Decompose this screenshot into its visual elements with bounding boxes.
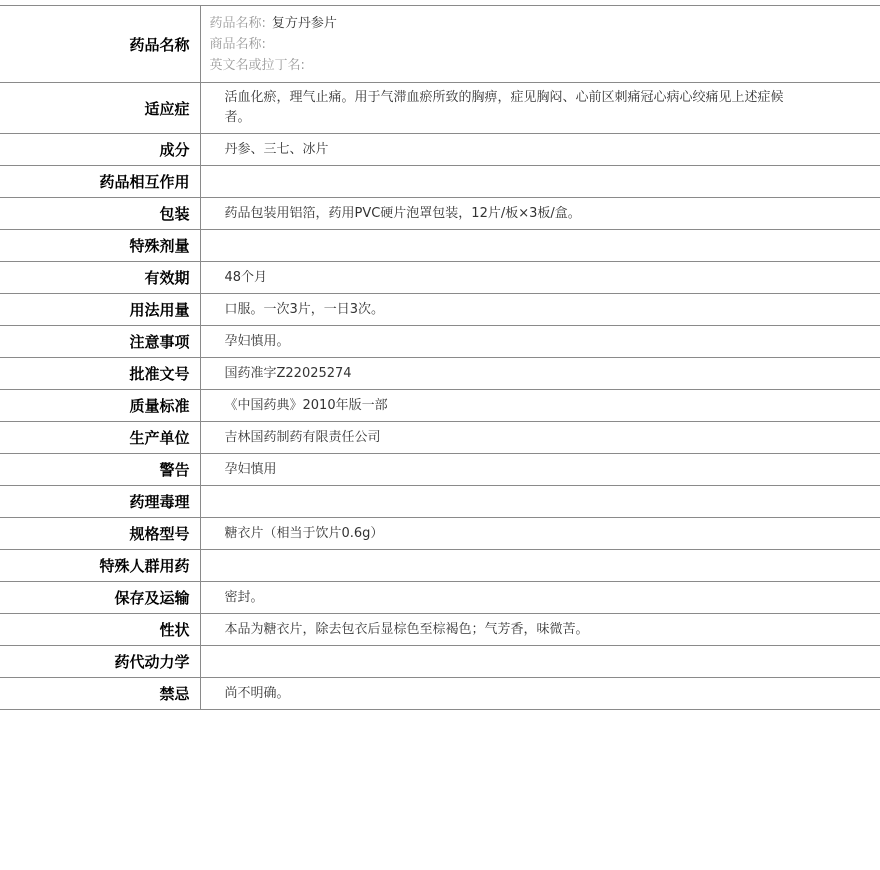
row-value xyxy=(200,230,880,262)
table-row xyxy=(0,166,880,198)
generic-name-key: 药品名称: xyxy=(209,15,266,31)
table-row xyxy=(0,390,880,422)
row-value: 活血化瘀，理气止痛。用于气滞血瘀所致的胸痹，症见胸闷、心前区刺痛冠心病心绞痛见上述症候者。 xyxy=(224,90,784,125)
row-label: 特殊剂量 xyxy=(0,230,200,262)
row-value: 《中国药典》2010年版一部 xyxy=(224,397,388,413)
row-label: 保存及运输 xyxy=(0,582,200,614)
row-value: 丹参、三七、冰片 xyxy=(224,141,329,157)
row-label: 特殊人群用药 xyxy=(0,550,200,582)
row-label: 生产单位 xyxy=(0,422,200,454)
row-value xyxy=(200,646,880,678)
row-label: 规格型号 xyxy=(0,518,200,550)
table-row xyxy=(0,262,880,294)
row-label: 用法用量 xyxy=(0,294,200,326)
row-label: 成分 xyxy=(0,134,200,166)
row-value: 48个月 xyxy=(224,269,268,285)
table-row xyxy=(0,198,880,230)
table-row-drug-name xyxy=(0,6,880,83)
table-row xyxy=(0,614,880,646)
trade-name-key: 商品名称: xyxy=(209,36,266,52)
table-row xyxy=(0,486,880,518)
english-name-key: 英文名或拉丁名: xyxy=(209,57,305,73)
english-name-line xyxy=(210,55,880,76)
drug-name-cell xyxy=(200,6,880,83)
row-value xyxy=(200,166,880,198)
table-row xyxy=(0,646,880,678)
row-value: 药品包装用铝箔，药用PVC硬片泡罩包装，12片/板×3板/盒。 xyxy=(224,205,581,221)
row-label: 药代动力学 xyxy=(0,646,200,678)
table-row xyxy=(0,518,880,550)
row-label: 有效期 xyxy=(0,262,200,294)
row-value: 密封。 xyxy=(224,589,264,605)
trade-name-line xyxy=(210,34,880,55)
table-row xyxy=(0,294,880,326)
row-value: 吉林国药制药有限责任公司 xyxy=(224,429,381,445)
row-label: 质量标准 xyxy=(0,390,200,422)
table-row xyxy=(0,358,880,390)
table-row xyxy=(0,326,880,358)
table-row xyxy=(0,454,880,486)
drug-spec-table xyxy=(0,5,880,710)
table-row xyxy=(0,550,880,582)
table-row xyxy=(0,678,880,710)
drug-name-list xyxy=(201,13,880,76)
table-row xyxy=(0,582,880,614)
table-row xyxy=(0,134,880,166)
row-value: 孕妇慎用 xyxy=(224,461,277,477)
row-label: 药品名称 xyxy=(0,6,200,83)
table-row xyxy=(0,422,880,454)
generic-name-line xyxy=(210,13,880,34)
row-value: 口服。一次3片，一日3次。 xyxy=(224,301,385,317)
table-row xyxy=(0,83,880,134)
row-label: 注意事项 xyxy=(0,326,200,358)
row-value: 尚不明确。 xyxy=(224,685,290,701)
row-value xyxy=(200,550,880,582)
row-label: 药品相互作用 xyxy=(0,166,200,198)
row-value: 国药准字Z22025274 xyxy=(224,365,352,381)
row-value: 孕妇慎用。 xyxy=(224,333,290,349)
row-value: 本品为糖衣片，除去包衣后显棕色至棕褐色；气芳香，味微苦。 xyxy=(224,621,589,637)
row-label: 包装 xyxy=(0,198,200,230)
row-value: 糖衣片（相当于饮片0.6g） xyxy=(224,525,384,541)
table-row xyxy=(0,230,880,262)
row-value xyxy=(200,486,880,518)
row-label: 批准文号 xyxy=(0,358,200,390)
row-label: 药理毒理 xyxy=(0,486,200,518)
row-label: 警告 xyxy=(0,454,200,486)
row-label: 性状 xyxy=(0,614,200,646)
row-label: 适应症 xyxy=(0,83,200,134)
generic-name-value: 复方丹参片 xyxy=(271,15,337,31)
row-label: 禁忌 xyxy=(0,678,200,710)
